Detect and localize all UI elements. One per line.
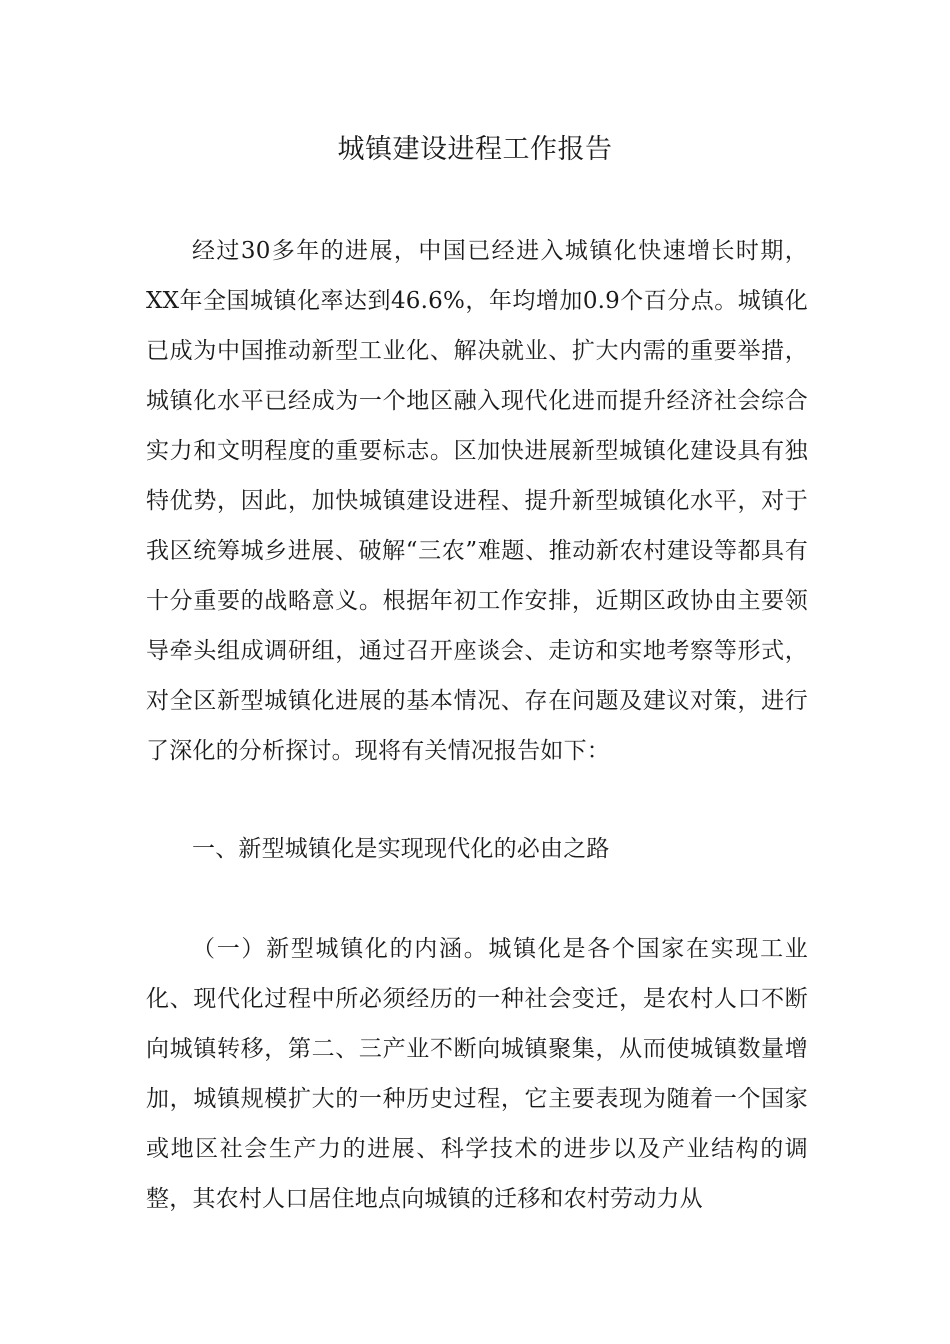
subsection-paragraph-1: （一）新型城镇化的内涵。城镇化是各个国家在实现工业化、现代化过程中所必须经历的一种社会变迁，是农村人口不断向城镇转移，第二、三产业不断向城镇聚集，从而使城镇数量增加，城镇规模扩大的一种历史过程，它主要表现为随着一个国家或地区社会生产力的进展、科学技术的进步以及产业结构的调整，其农村人口居住地点向城镇的迁移和农村劳动力从 [146, 936, 808, 1212]
document-title: 城镇建设进程工作报告 [337, 134, 613, 165]
section-heading-1: 一、新型城镇化是实现现代化的必由之路 [192, 836, 610, 862]
intro-paragraph: 经过30多年的进展，中国已经进入城镇化快速增长时期，XX年全国城镇化率达到46.6%，年均增加0.9个百分点。城镇化已成为中国推动新型工业化、解决就业、扩大内需的重要举措，城镇化水平已经成为一个地区融入现代化进而提升经济社会综合实力和文明程度的重要标志。区加快进展新型城镇化建设具有独特优势，因此，加快城镇建设进程、提升新型城镇化水平，对于我区统筹城乡进展、破解“三农”难题、推动新农村建设等都具有十分重要的战略意义。根据年初工作安排，近期区政协由主要领导牵头组成调研组，通过召开座谈会、走访和实地考察等形式，对全区新型城镇化进展的基本情况、存在问题及建议对策，进行了深化的分析探讨。现将有关情况报告如下： [146, 238, 808, 764]
